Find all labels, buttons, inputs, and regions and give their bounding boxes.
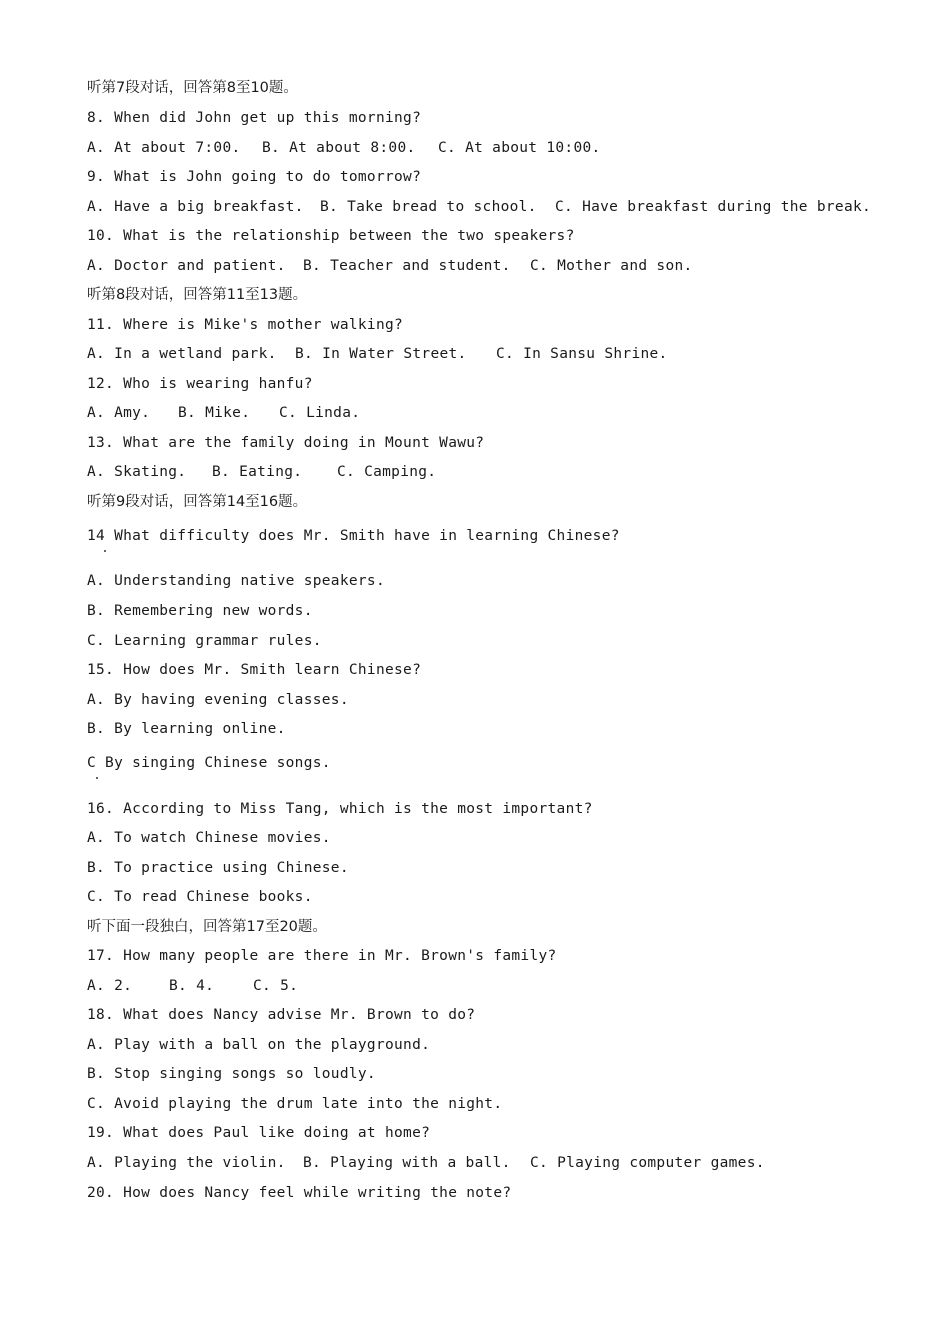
option-13b: B. Eating. xyxy=(212,464,303,480)
option-16a: A. To watch Chinese movies. xyxy=(87,830,331,846)
option-17b: B. 4. xyxy=(169,978,215,994)
question-16: 16. According to Miss Tang, which is the most important? xyxy=(87,801,593,817)
option-15c: C By singing Chinese songs. xyxy=(87,755,331,771)
option-11b: B. In Water Street. xyxy=(295,346,467,362)
options-19 xyxy=(87,1153,765,1173)
options-8 xyxy=(87,138,601,158)
option-12b: B. Mike. xyxy=(178,405,251,421)
section-heading-8: 听第8段对话，回答第11至13题。 xyxy=(87,287,308,303)
option-18c: C. Avoid playing the drum late into the night. xyxy=(87,1096,503,1112)
option-17a: A. 2. xyxy=(87,978,133,994)
option-10a: A. Doctor and patient. xyxy=(87,258,286,274)
option-15a: A. By having evening classes. xyxy=(87,692,349,708)
question-20: 20. How does Nancy feel while writing the note? xyxy=(87,1185,512,1201)
option-18b: B. Stop singing songs so loudly. xyxy=(87,1066,376,1082)
option-16c: C. To read Chinese books. xyxy=(87,889,313,905)
option-19b: B. Playing with a ball. xyxy=(303,1155,511,1171)
question-13: 13. What are the family doing in Mount Wawu? xyxy=(87,435,485,451)
question-12: 12. Who is wearing hanfu? xyxy=(87,376,313,392)
question-10: 10. What is the relationship between the two speakers? xyxy=(87,228,575,244)
question-19: 19. What does Paul like doing at home? xyxy=(87,1125,431,1141)
stray-dot-mark xyxy=(104,550,106,552)
option-11c: C. In Sansu Shrine. xyxy=(496,346,668,362)
option-11a: A. In a wetland park. xyxy=(87,346,277,362)
options-11 xyxy=(87,344,668,364)
option-10b: B. Teacher and student. xyxy=(303,258,511,274)
section-heading-7: 听第7段对话，回答第8至10题。 xyxy=(87,80,298,96)
option-18a: A. Play with a ball on the playground. xyxy=(87,1037,431,1053)
option-9a: A. Have a big breakfast. xyxy=(87,199,304,215)
option-8b: B. At about 8:00. xyxy=(262,140,416,156)
option-12a: A. Amy. xyxy=(87,405,151,421)
section-heading-9: 听第9段对话，回答第14至16题。 xyxy=(87,494,308,510)
question-11: 11. Where is Mike's mother walking? xyxy=(87,317,404,333)
options-10 xyxy=(87,256,693,276)
option-17c: C. 5. xyxy=(253,978,299,994)
option-8c: C. At about 10:00. xyxy=(438,140,601,156)
options-12 xyxy=(87,403,360,423)
option-13a: A. Skating. xyxy=(87,464,187,480)
option-10c: C. Mother and son. xyxy=(530,258,693,274)
section-heading-10: 听下面一段独白，回答第17至20题。 xyxy=(87,919,327,935)
question-9: 9. What is John going to do tomorrow? xyxy=(87,169,422,185)
question-14: 14 What difficulty does Mr. Smith have in learning Chinese? xyxy=(87,528,620,544)
option-9b: B. Take bread to school. xyxy=(320,199,537,215)
option-19c: C. Playing computer games. xyxy=(530,1155,765,1171)
option-8a: A. At about 7:00. xyxy=(87,140,241,156)
option-14c: C. Learning grammar rules. xyxy=(87,633,322,649)
options-17 xyxy=(87,976,298,996)
option-13c: C. Camping. xyxy=(337,464,437,480)
stray-dot-mark xyxy=(96,777,98,779)
option-15b: B. By learning online. xyxy=(87,721,286,737)
option-12c: C. Linda. xyxy=(279,405,361,421)
option-14b: B. Remembering new words. xyxy=(87,603,313,619)
option-19a: A. Playing the violin. xyxy=(87,1155,286,1171)
option-16b: B. To practice using Chinese. xyxy=(87,860,349,876)
options-13 xyxy=(87,462,436,482)
question-18: 18. What does Nancy advise Mr. Brown to do? xyxy=(87,1007,476,1023)
question-17: 17. How many people are there in Mr. Brown's family? xyxy=(87,948,557,964)
question-15: 15. How does Mr. Smith learn Chinese? xyxy=(87,662,422,678)
option-14a: A. Understanding native speakers. xyxy=(87,573,385,589)
options-9 xyxy=(87,197,871,217)
option-9c: C. Have breakfast during the break. xyxy=(555,199,872,215)
question-8: 8. When did John get up this morning? xyxy=(87,110,422,126)
